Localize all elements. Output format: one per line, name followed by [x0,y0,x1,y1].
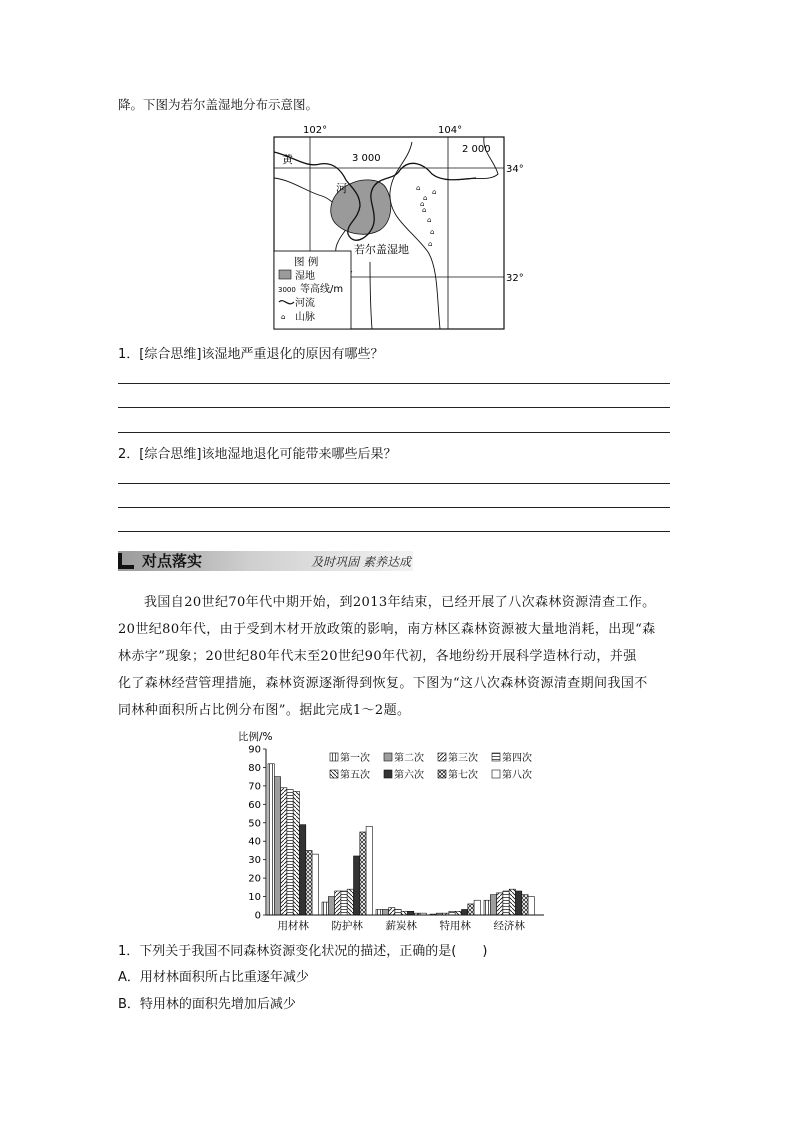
option-b[interactable] [118,993,296,1012]
section-banner [118,551,413,571]
option-a[interactable] [118,966,309,985]
question-2-text: 该地湿地退化可能带来哪些后果？ [201,447,397,462]
legend-label: 第三次 [448,753,478,764]
option-b-label: B． [118,997,140,1012]
legend-title: 图 例 [294,256,319,268]
bar-2-8 [366,826,372,915]
paragraph-line: 我国自20世纪70年代中期开始，到2013年结束，已经开展了八次森林资源清查工作。 [144,595,656,610]
legend-label: 第八次 [502,770,532,781]
lon-label-104: 104° [438,125,463,136]
bar-2-5 [347,889,353,915]
legend-swatch [330,753,338,761]
legend-label: 第四次 [502,753,532,764]
answer-line[interactable] [118,383,670,384]
mcq-stem-text: 下列关于我国不同森林资源变化状况的描述，正确的是( ) [139,944,488,959]
bar-1-5 [293,791,299,915]
legend-mountain-symbol: ⌂ [281,313,286,321]
wetland-map [262,122,542,332]
bar-2-2 [328,897,334,915]
bar-4-6 [462,909,468,915]
legend-wetland: 湿地 [295,271,315,282]
legend-label: 第五次 [340,770,370,781]
forest-chart [232,728,550,934]
y-tick-label: 0 [254,910,261,922]
x-category-label: 经济林 [493,920,525,932]
bar-5-6 [516,891,522,915]
bar-3-4 [395,909,401,915]
bar-2-3 [335,891,341,915]
place-he: 河 [336,182,347,195]
legend-swatch [492,753,500,761]
legend-label: 第七次 [448,770,478,781]
paragraph-line: 林赤字”现象；20世纪80年代末至20世纪90年代初，各地纷纷开展科学造林行动，并强 [118,649,637,664]
bar-3-5 [401,911,407,915]
contour-label-2000: 2 000 [462,144,491,155]
contour-label-3000: 3 000 [352,153,381,164]
bar-5-3 [497,893,503,915]
bar-5-7 [522,895,528,915]
y-tick-label: 90 [248,744,261,756]
question-2-tag: [综合思维] [139,447,202,462]
bar-5-4 [503,891,509,915]
bar-3-1 [376,909,382,915]
svg-text:⌂: ⌂ [430,228,435,236]
bar-2-4 [341,891,347,915]
question-1-text: 该湿地严重退化的原因有哪些？ [201,347,384,362]
bar-5-5 [509,889,515,915]
mcq-stem-number: 1． [118,944,140,959]
legend-mountain: 山脉 [295,312,315,323]
bar-5-2 [490,895,496,915]
bar-3-2 [382,909,388,915]
mcq-stem [118,940,487,959]
answer-line[interactable] [118,507,670,508]
y-axis-label: 比例/% [238,731,273,743]
answer-line[interactable] [118,407,670,408]
y-tick-label: 70 [248,781,261,793]
svg-text:⌂: ⌂ [427,216,432,224]
section-subtitle: 及时巩固 素养达成 [311,555,411,569]
y-tick-label: 50 [248,818,261,830]
legend-label: 第一次 [340,753,370,764]
bar-5-8 [528,897,534,915]
bar-1-1 [268,764,274,915]
y-tick-label: 60 [248,799,261,811]
legend-river: 河流 [295,298,315,309]
y-tick-label: 40 [248,836,261,848]
bar-1-4 [287,790,293,915]
legend-swatch [384,753,392,761]
x-category-label: 防护林 [331,920,363,932]
svg-text:⌂: ⌂ [428,240,433,248]
paragraph [118,589,678,724]
legend-swatch [330,770,338,778]
bar-2-6 [354,856,360,915]
bar-1-3 [281,788,287,915]
legend-contour-value: 3000 [278,286,296,294]
x-category-label: 薪炭林 [385,920,417,932]
y-tick-label: 20 [248,873,261,885]
y-tick-label: 80 [248,762,261,774]
svg-text:⌂: ⌂ [416,184,421,192]
bar-1-6 [300,825,306,915]
intro-line: 降。下图为若尔盖湿地分布示意图。 [118,97,319,112]
svg-text:⌂: ⌂ [420,200,425,208]
y-tick-label: 30 [248,855,261,867]
y-tick-label: 10 [248,892,261,904]
legend-swatch [384,770,392,778]
bar-2-7 [360,832,366,915]
question-1-tag: [综合思维] [139,347,202,362]
paragraph-line: 20世纪80年代，由于受到木材开放政策的影响，南方林区森林资源被大量地消耗，出现“森 [118,622,656,637]
question-1-number: 1． [118,347,140,362]
answer-line[interactable] [118,531,670,532]
x-category-label: 特用林 [439,920,471,932]
bar-1-8 [312,854,318,915]
answer-line[interactable] [118,432,670,433]
bar-5-1 [484,900,490,915]
svg-text:⌂: ⌂ [423,194,428,202]
bar-3-6 [408,911,414,915]
lat-label-34: 34° [506,164,524,175]
bar-1-7 [306,850,312,915]
place-huang: 黄 [282,153,293,166]
bar-4-7 [468,904,474,915]
section-title: 对点落实 [142,552,203,570]
legend-swatch [438,753,446,761]
svg-text:⌂: ⌂ [422,206,427,214]
bar-4-4 [449,911,455,915]
question-1 [118,343,383,362]
bar-1-2 [274,777,280,915]
question-2 [118,443,396,462]
bar-3-3 [389,908,395,915]
legend-label: 第二次 [394,753,424,764]
lon-label-102: 102° [303,125,328,136]
x-category-label: 用材林 [277,920,309,932]
legend-swatch [438,770,446,778]
lat-label-32: 32° [506,273,524,284]
paragraph-line: 化了森林经营管理措施，森林资源逐渐得到恢复。下图为“这八次森林资源清查期间我国不 [118,676,648,691]
legend-label: 第六次 [394,770,424,781]
option-a-text: 用材林面积所占比重逐年减少 [139,970,309,985]
legend-wetland-swatch [279,270,291,279]
answer-line[interactable] [118,483,670,484]
bar-4-5 [455,911,461,915]
paragraph-line: 同林种面积所占比例分布图”。据此完成1～2题。 [118,703,411,718]
legend-swatch [492,770,500,778]
legend-contour: 等高线/m [300,284,344,295]
option-b-text: 特用林的面积先增加后减少 [139,997,296,1012]
section-icon [118,553,134,569]
bar-2-1 [322,902,328,915]
option-a-label: A． [118,970,140,985]
question-2-number: 2． [118,447,140,462]
bar-4-8 [474,900,480,915]
svg-text:⌂: ⌂ [432,188,437,196]
wetland-name: 若尔盖湿地 [354,243,409,256]
